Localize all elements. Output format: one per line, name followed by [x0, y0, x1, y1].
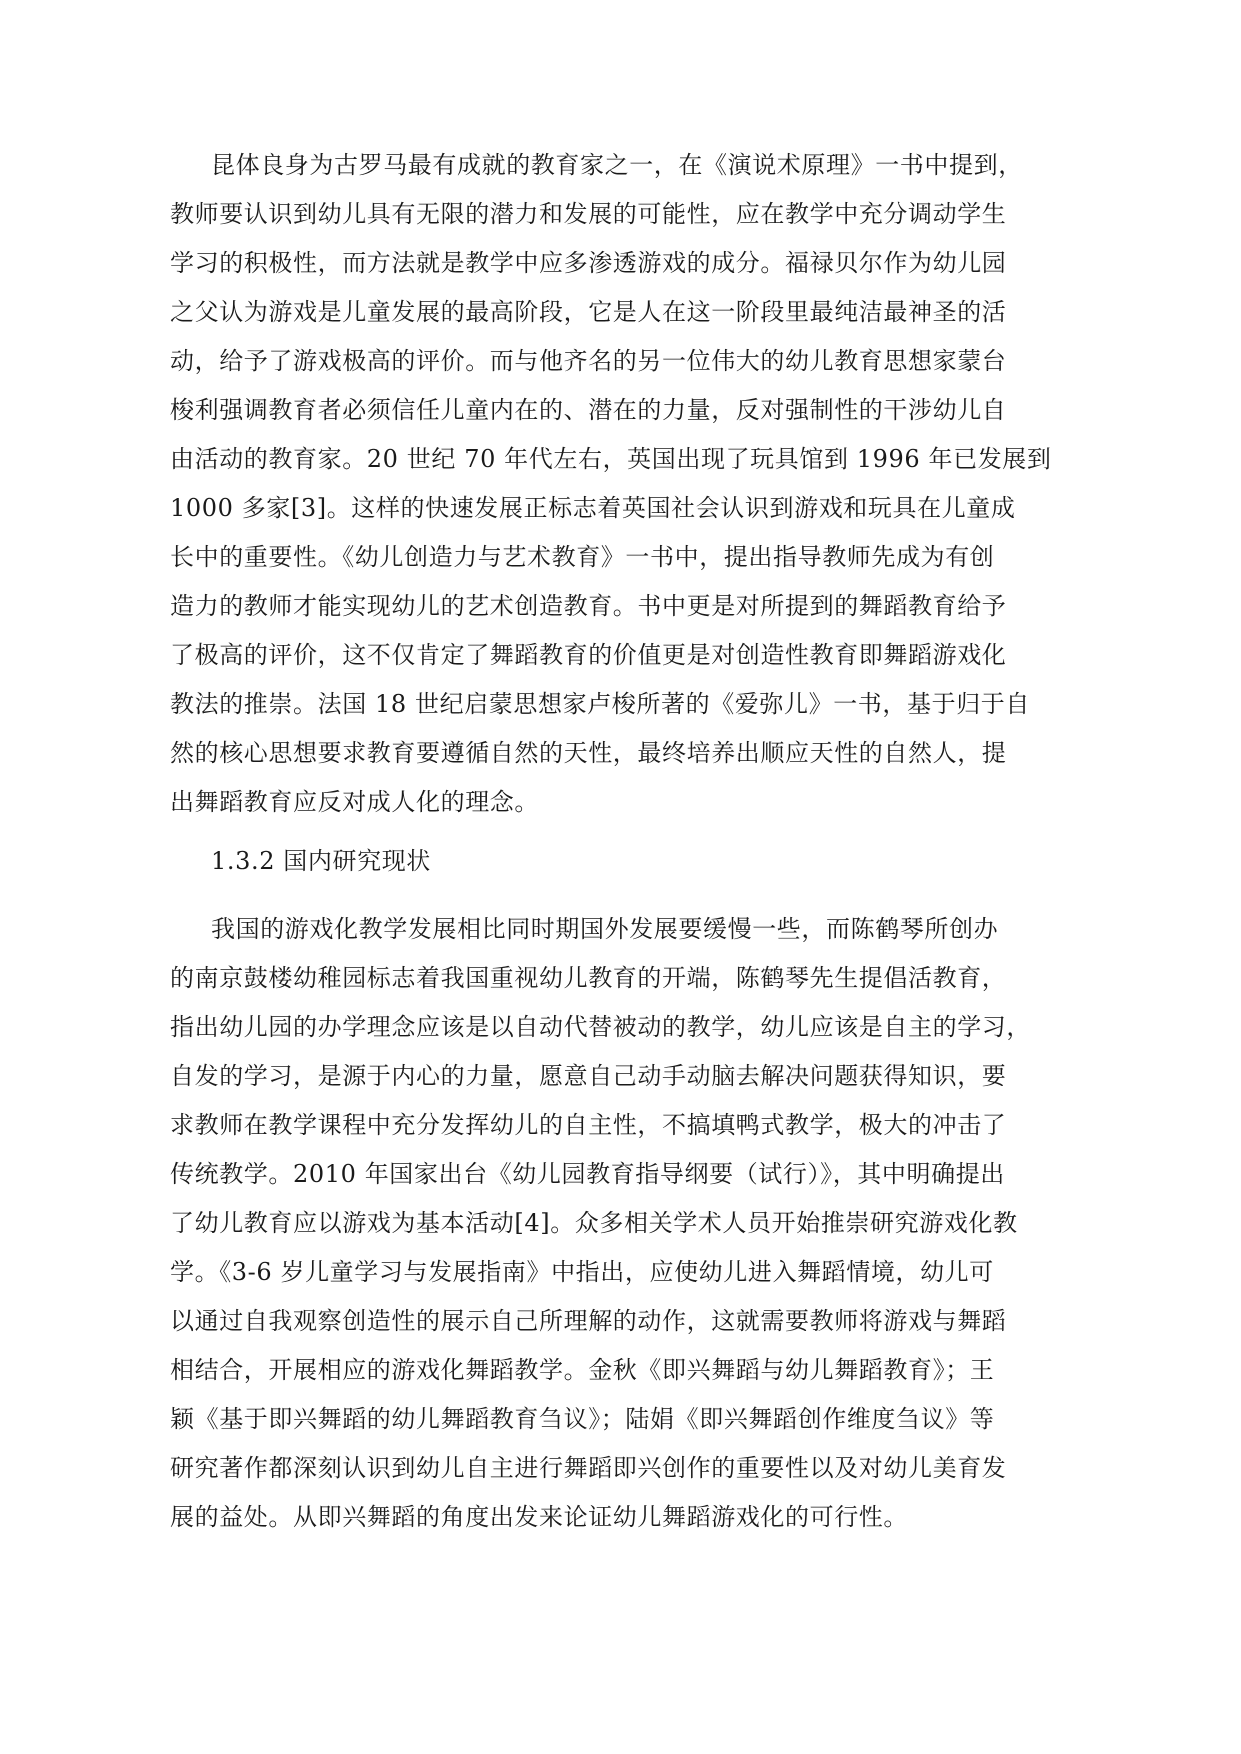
text-line: 学。《3-6 岁儿童学习与发展指南》中指出，应使幼儿进入舞蹈情境，幼儿可 — [170, 1258, 994, 1286]
text-line: 出舞蹈教育应反对成人化的理念。 — [170, 788, 539, 816]
text-line: 了幼儿教育应以游戏为基本活动[4]。众多相关学术人员开始推崇研究游戏化教 — [170, 1209, 1018, 1237]
text-line: 教法的推崇。法国 18 世纪启蒙思想家卢梭所著的《爱弥儿》一书，基于归于自 — [170, 690, 1030, 718]
text-line: 长中的重要性。《幼儿创造力与艺术教育》一书中，提出指导教师先成为有创 — [170, 543, 995, 571]
text-line: 的南京鼓楼幼稚园标志着我国重视幼儿教育的开端，陈鹤琴先生提倡活教育， — [170, 964, 1007, 992]
text-line: 求教师在教学课程中充分发挥幼儿的自主性，不搞填鸭式教学，极大的冲击了 — [170, 1111, 1007, 1139]
text-line: 我国的游戏化教学发展相比同时期国外发展要缓慢一些，而陈鹤琴所创办 — [211, 915, 999, 943]
text-line: 教师要认识到幼儿具有无限的潜力和发展的可能性，应在教学中充分调动学生 — [170, 200, 1007, 228]
text-line: 了极高的评价，这不仅肯定了舞蹈教育的价值更是对创造性教育即舞蹈游戏化 — [170, 641, 1007, 669]
text-line: 1000 多家[3]。这样的快速发展正标志着英国社会认识到游戏和玩具在儿童成 — [170, 494, 1016, 522]
text-line: 之父认为游戏是儿童发展的最高阶段，它是人在这一阶段里最纯洁最神圣的活 — [170, 298, 1007, 326]
text-line: 传统教学。2010 年国家出台《幼儿园教育指导纲要（试行）》，其中明确提出 — [170, 1160, 1005, 1188]
text-line: 指出幼儿园的办学理念应该是以自动代替被动的教学，幼儿应该是自主的学习， — [170, 1013, 1031, 1041]
text-line: 由活动的教育家。20 世纪 70 年代左右，英国出现了玩具馆到 1996 年已发展到 — [170, 445, 1052, 473]
text-line: 自发的学习，是源于内心的力量，愿意自己动手动脑去解决问题获得知识，要 — [170, 1062, 1007, 1090]
text-line: 颖《基于即兴舞蹈的幼儿舞蹈教育刍议》；陆娟《即兴舞蹈创作维度刍议》等 — [170, 1405, 995, 1433]
text-line: 造力的教师才能实现幼儿的艺术创造教育。书中更是对所提到的舞蹈教育给予 — [170, 592, 1007, 620]
text-line: 研究著作都深刻认识到幼儿自主进行舞蹈即兴创作的重要性以及对幼儿美育发 — [170, 1454, 1007, 1482]
text-line: 昆体良身为古罗马最有成就的教育家之一，在《演说术原理》一书中提到， — [211, 151, 1023, 179]
text-line: 然的核心思想要求教育要遵循自然的天性，最终培养出顺应天性的自然人，提 — [170, 739, 1007, 767]
section-heading-text: 1.3.2 国内研究现状 — [211, 847, 431, 875]
text-line: 以通过自我观察创造性的展示自己所理解的动作，这就需要教师将游戏与舞蹈 — [170, 1307, 1007, 1335]
text-line: 展的益处。从即兴舞蹈的角度出发来论证幼儿舞蹈游戏化的可行性。 — [170, 1503, 908, 1531]
text-line: 学习的积极性，而方法就是教学中应多渗透游戏的成分。福禄贝尔作为幼儿园 — [170, 249, 1007, 277]
text-line: 相结合，开展相应的游戏化舞蹈教学。金秋《即兴舞蹈与幼儿舞蹈教育》；王 — [170, 1356, 995, 1384]
text-line: 梭利强调教育者必须信任儿童内在的、潜在的力量，反对强制性的干涉幼儿自 — [170, 396, 1007, 424]
text-line: 动，给予了游戏极高的评价。而与他齐名的另一位伟大的幼儿教育思想家蒙台 — [170, 347, 1007, 375]
